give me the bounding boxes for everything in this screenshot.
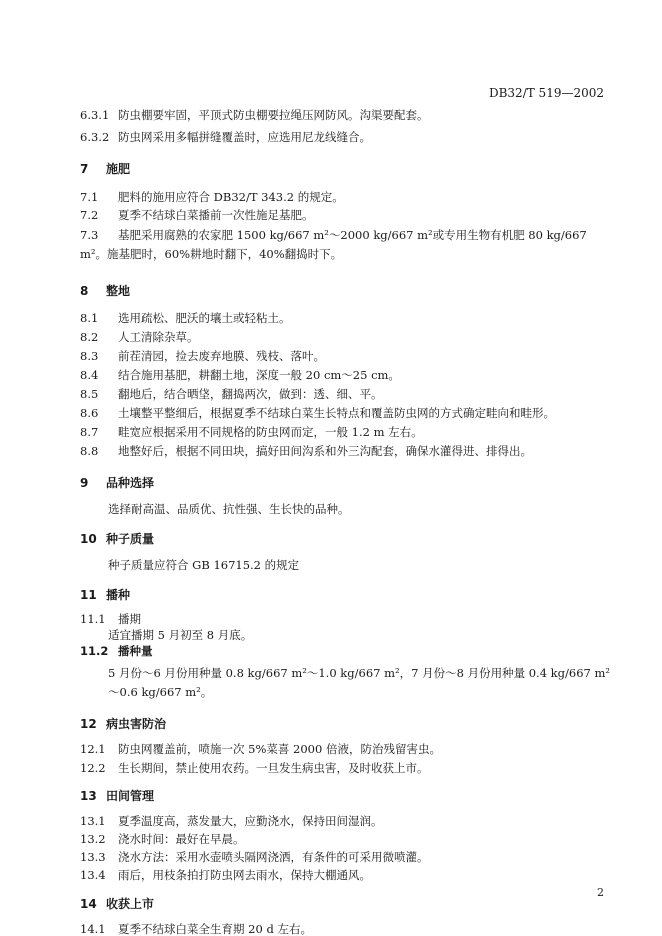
clause-text: 基肥采用腐熟的农家肥 1500 kg/667 m²～2000 kg/667 m²或专用生物有机肥 80 kg/667 m²。施基肥时，60%耕地时翻下，40%翻捣时下。: [80, 228, 587, 261]
section-title: 病虫害防治: [106, 717, 167, 731]
standard-id: DB32/T 519—2002: [488, 86, 604, 100]
clause-paragraph: 适宜播期 5 月初至 8 月底。: [108, 628, 253, 642]
clause-item: [80, 406, 610, 420]
clause-number: 12.2: [80, 761, 106, 775]
section-heading: [80, 789, 610, 803]
clause-item: [80, 208, 610, 222]
section-number: 12: [80, 717, 97, 731]
clause-item: [80, 190, 610, 204]
clause-text: 播期: [118, 612, 141, 626]
section-number: 10: [80, 532, 97, 546]
clause-text: 土壤整平整细后，根据夏季不结球白菜生长特点和覆盖防虫网的方式确定畦向和畦形。: [118, 406, 555, 420]
clause-text: 夏季不结球白菜全生育期 20 d 左右。: [118, 922, 312, 936]
clause-text: 防虫网采用多幅拼缝覆盖时，应选用尼龙线缝合。: [118, 130, 371, 144]
section-heading: [80, 476, 610, 490]
clause-item: [80, 832, 610, 846]
clause-text: 夏季温度高，蒸发量大，应勤浇水，保持田间湿润。: [118, 814, 383, 828]
section-title: 收获上市: [106, 897, 155, 911]
clause-number: 13.1: [80, 814, 106, 828]
clause-item: [80, 226, 610, 264]
clause-item: [80, 349, 610, 363]
section-title: 施肥: [106, 162, 131, 176]
clause-number: 8.3: [80, 349, 99, 363]
section-title: 种子质量: [106, 532, 155, 546]
clause-number: 7.1: [80, 190, 99, 204]
clause-text: 翻地后，结合晒垡，翻捣两次，做到：透、细、平。: [118, 387, 383, 401]
section-heading: [80, 284, 610, 298]
clause-text: 肥料的施用应符合 DB32/T 343.2 的规定。: [118, 190, 344, 204]
subsection-title: 播种量: [118, 644, 153, 658]
clause-text: 浇水时间：最好在早晨。: [118, 832, 245, 846]
section-heading: [80, 897, 610, 911]
clause-item: [80, 108, 610, 122]
clause-text: 防虫棚要牢固，平顶式防虫棚要拉绳压网防风。沟渠要配套。: [118, 108, 429, 122]
clause-number: 8.2: [80, 330, 99, 344]
clause-item: [80, 368, 610, 382]
clause-number: 12.1: [80, 742, 106, 756]
clause-number: 13.4: [80, 868, 106, 882]
clause-number: 14.1: [80, 922, 106, 936]
clause-item: [80, 922, 610, 936]
clause-number: 6.3.2: [80, 130, 110, 144]
clause-text: 结合施用基肥，耕翻土地，深度一般 20 cm～25 cm。: [118, 368, 400, 382]
clause-paragraph: 种子质量应符合 GB 16715.2 的规定: [108, 558, 300, 572]
subsection-heading: [80, 644, 610, 658]
clause-item: [80, 130, 610, 144]
clause-text: 夏季不结球白菜播前一次性施足基肥。: [118, 208, 314, 222]
section-number: 13: [80, 789, 97, 803]
section-title: 整地: [106, 284, 131, 298]
clause-item: [80, 387, 610, 401]
clause-paragraph: 选择耐高温、品质优、抗性强、生长快的品种。: [108, 502, 350, 516]
document-body: [80, 108, 611, 936]
page-number: 2: [597, 886, 604, 899]
section-number: 8: [80, 284, 89, 298]
clause-text: 畦宽应根据采用不同规格的防虫网而定，一般 1.2 m 左右。: [118, 425, 423, 439]
clause-number: 8.4: [80, 368, 99, 382]
clause-number: 8.6: [80, 406, 99, 420]
clause-number: 7.3: [80, 228, 99, 242]
clause-item: [80, 742, 610, 756]
clause-text: 地整好后，根据不同田块，搞好田间沟系和外三沟配套，确保水灌得进、排得出。: [118, 444, 532, 458]
clause-item: [80, 330, 610, 344]
clause-text: 生长期间，禁止使用农药。一旦发生病虫害，及时收获上市。: [118, 761, 429, 775]
clause-item: [80, 868, 610, 882]
clause-item: [80, 444, 610, 458]
clause-number: 11.1: [80, 612, 106, 626]
clause-text: 人工清除杂草。: [118, 330, 199, 344]
clause-item: [80, 814, 610, 828]
clause-number: 8.1: [80, 311, 99, 325]
section-title: 田间管理: [106, 789, 155, 803]
clause-number: 8.8: [80, 444, 99, 458]
clause-item: [80, 425, 610, 439]
clause-number: 7.2: [80, 208, 99, 222]
clause-text: 前茬清园，捡去废弃地膜、残枝、落叶。: [118, 349, 325, 363]
clause-text: 雨后，用枝条拍打防虫网去雨水，保持大棚通风。: [118, 868, 371, 882]
clause-item: [80, 850, 610, 864]
clause-item: [80, 612, 610, 626]
section-title: 品种选择: [106, 476, 155, 490]
section-heading: [80, 717, 610, 731]
section-number: 7: [80, 162, 89, 176]
clause-number: 13.3: [80, 850, 106, 864]
clause-paragraph: 5 月份～6 月份用种量 0.8 kg/667 m²～1.0 kg/667 m²，7 月份～8 月份用种量 0.4 kg/667 m²～0.6 kg/667 m²。: [108, 666, 611, 699]
clause-number: 6.3.1: [80, 108, 110, 122]
clause-number: 13.2: [80, 832, 106, 846]
clause-number: 8.5: [80, 387, 99, 401]
clause-text: 浇水方法：采用水壶喷头隔网浇洒，有条件的可采用微喷灌。: [118, 850, 429, 864]
clause-item: [80, 311, 610, 325]
clause-number: 8.7: [80, 425, 99, 439]
section-number: 11: [80, 588, 97, 602]
section-heading: [80, 162, 610, 176]
clause-item: [80, 761, 610, 775]
section-heading: [80, 588, 610, 602]
section-heading: [80, 532, 610, 546]
clause-text: 防虫网覆盖前，喷施一次 5%菜喜 2000 倍液，防治残留害虫。: [118, 742, 441, 756]
section-title: 播种: [106, 588, 131, 602]
section-number: 9: [80, 476, 89, 490]
section-number: 14: [80, 897, 97, 911]
subsection-number: 11.2: [80, 644, 109, 658]
clause-text: 选用疏松、肥沃的壤土或轻粘土。: [118, 311, 291, 325]
